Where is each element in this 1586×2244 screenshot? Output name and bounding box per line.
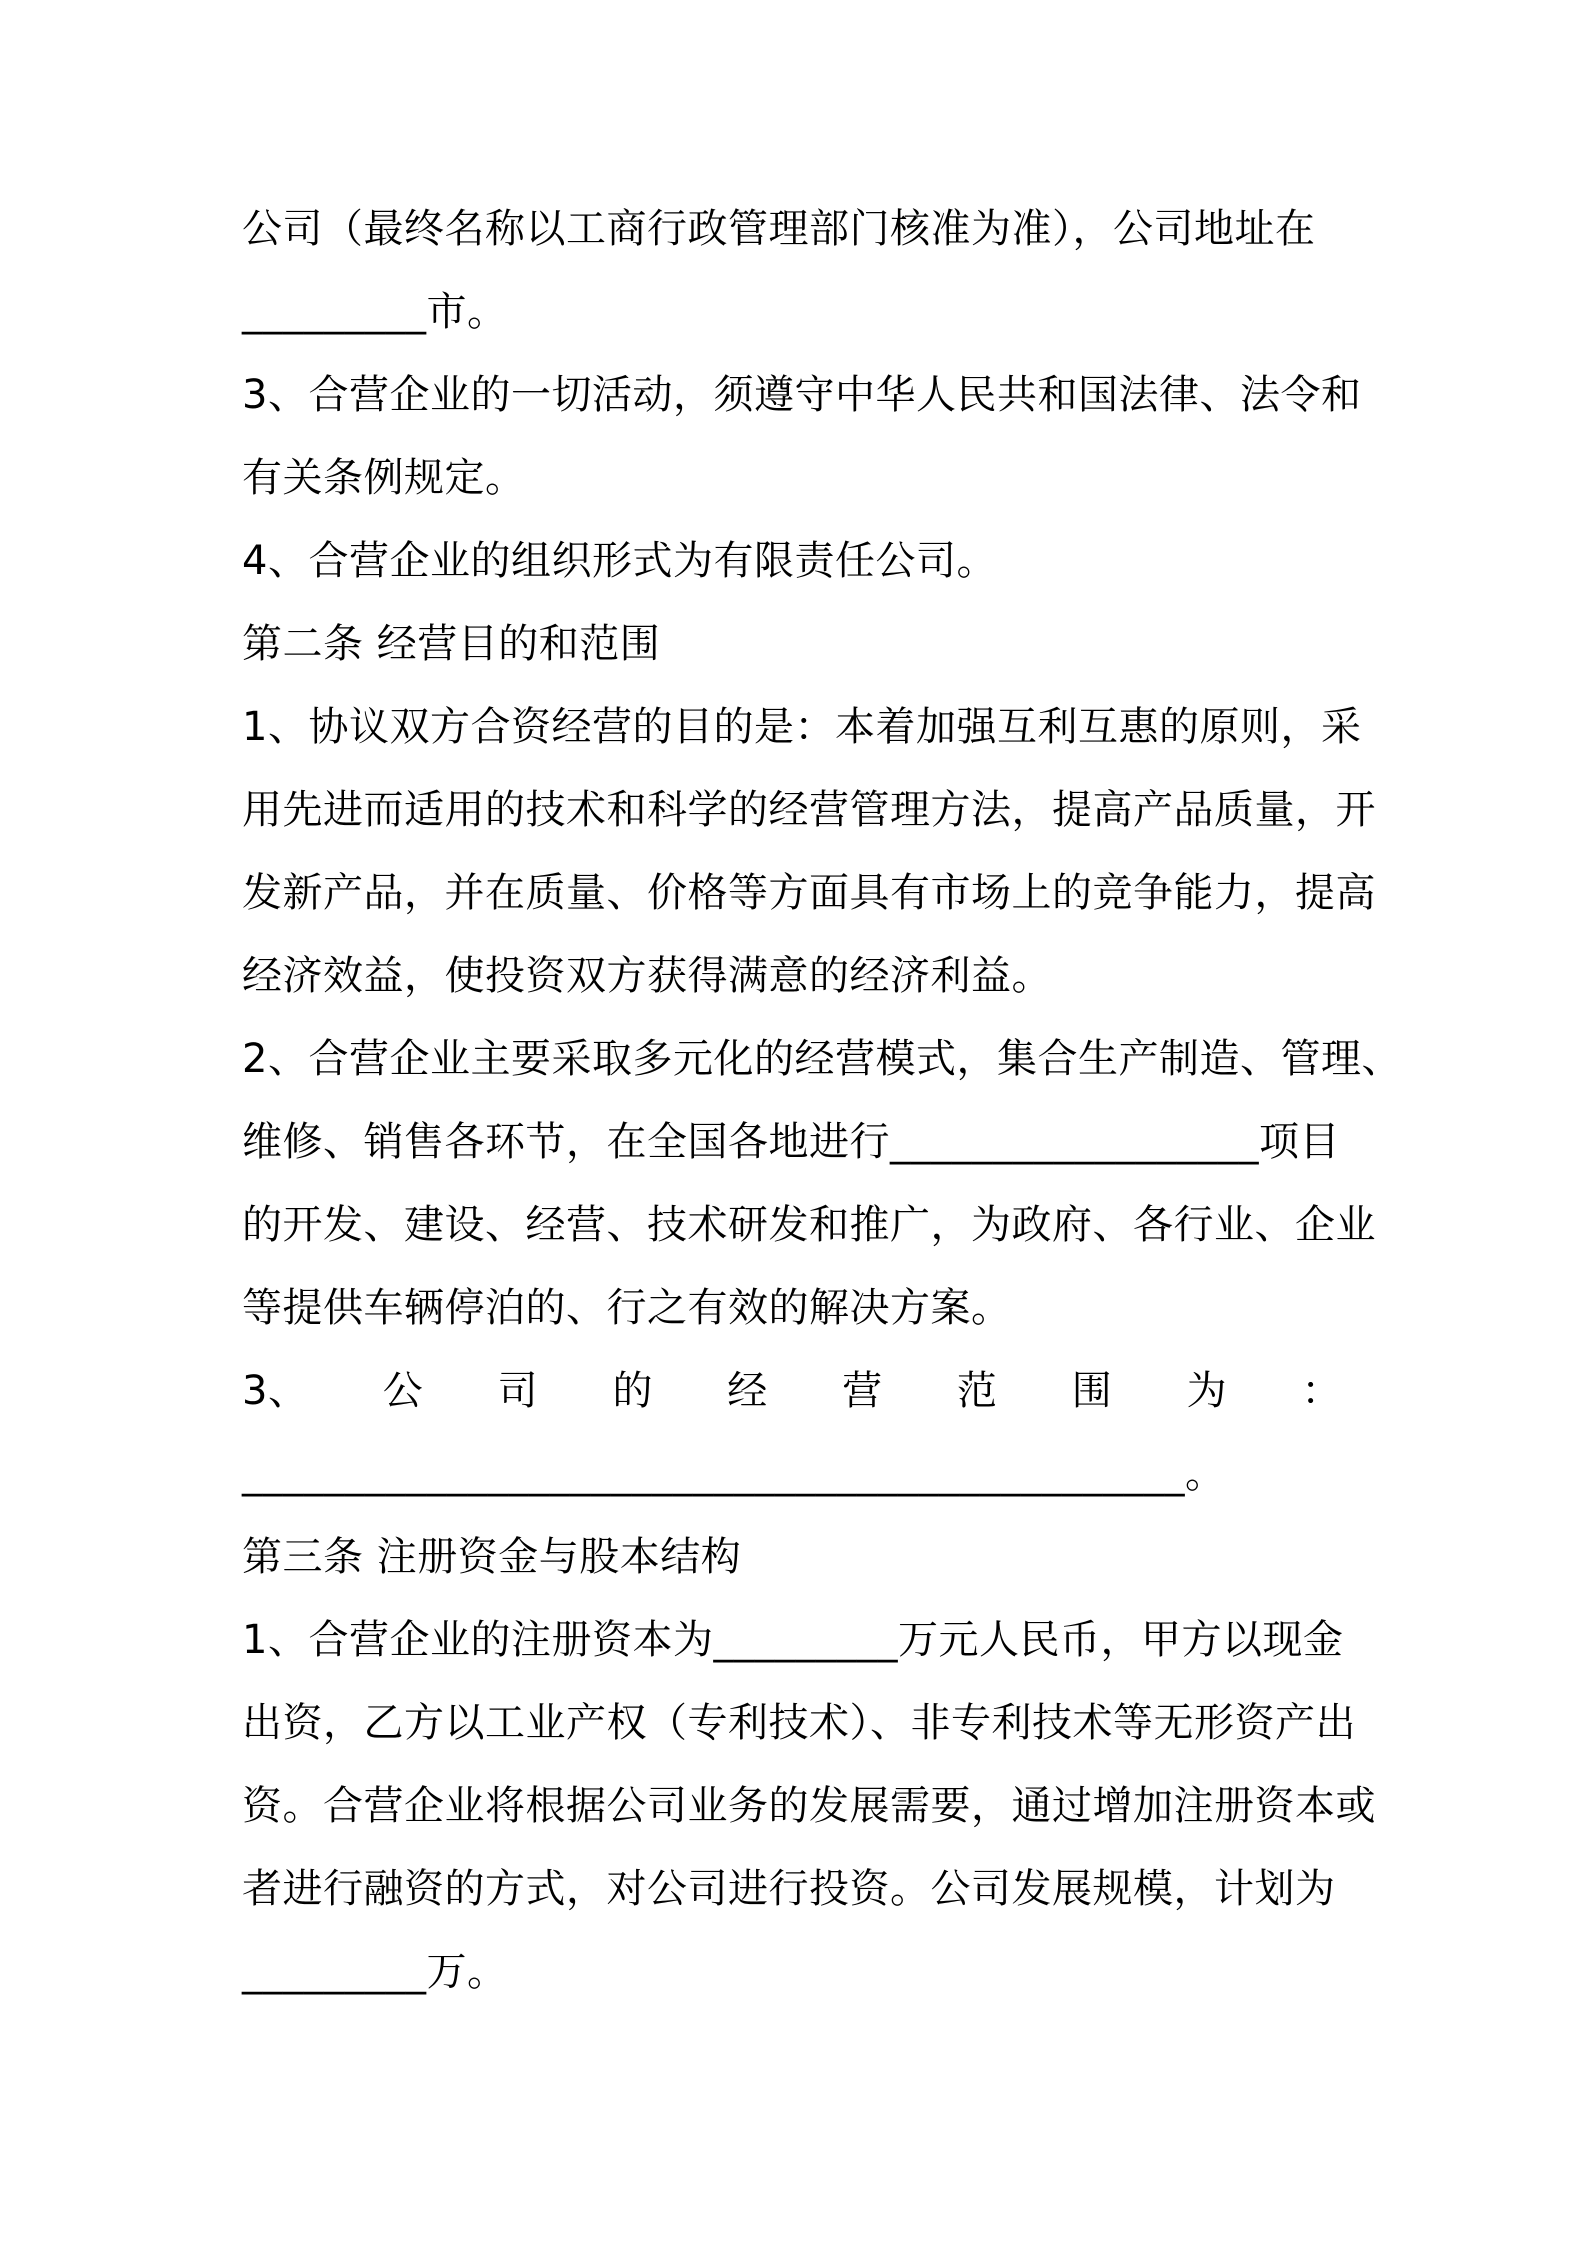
scope-char: 公 [382,1368,424,1414]
text-line: 出资，乙方以工业产权（专利技术）、非专利技术等无形资产出 [242,1700,1356,1746]
scope-char: ： [1301,1368,1342,1414]
scope-char: 范 [956,1368,998,1414]
section-heading: 第二条 经营目的和范围 [242,621,661,667]
section-heading: 第三条 注册资金与股本结构 [242,1534,742,1580]
scope-line [242,1350,1342,1433]
text-line: 等提供车辆停泊的、行之有效的解决方案。 [242,1285,1012,1331]
scope-char: 3、 [242,1368,309,1414]
scope-char: 的 [612,1368,653,1414]
text-line: 资。合营企业将根据公司业务的发展需要，通过增加注册资本或 [242,1783,1376,1829]
text-line: 用先进而适用的技术和科学的经营管理方法，提高产品质量，开 [242,787,1376,833]
text-line: 者进行融资的方式，对公司进行投资。公司发展规模，计划为 [242,1866,1336,1912]
text-line: 1、合营企业的注册资本为_________万元人民币，甲方以现金 [242,1617,1344,1663]
scope-char: 为 [1186,1368,1228,1414]
text-line: 发新产品，并在质量、价格等方面具有市场上的竞争能力，提高 [242,870,1376,916]
text-line: 公司（最终名称以工商行政管理部门核准为准），公司地址在 [242,206,1316,252]
text-line: ______________________________________________。 [242,1451,1226,1497]
text-line: 有关条例规定。 [242,455,526,501]
document-body [242,188,1402,2014]
text-line: 经济效益，使投资双方获得满意的经济利益。 [242,953,1052,999]
text-line: 4、合营企业的组织形式为有限责任公司。 [242,538,997,584]
text-line: _________万。 [242,1949,508,1995]
text-line: 1、协议双方合资经营的目的是：本着加强互利互惠的原则，采 [242,704,1362,750]
text-line: 2、合营企业主要采取多元化的经营模式，集合生产制造、管理、 [242,1036,1402,1082]
scope-char: 司 [497,1368,539,1414]
text-line: _________市。 [242,289,508,335]
scope-char: 经 [727,1368,768,1414]
text-line: 的开发、建设、经营、技术研发和推广，为政府、各行业、企业 [242,1202,1376,1248]
text-line: 维修、销售各环节，在全国各地进行__________________项目 [242,1119,1340,1165]
text-line: 3、合营企业的一切活动，须遵守中华人民共和国法律、法令和 [242,372,1362,418]
scope-char: 围 [1071,1368,1113,1414]
scope-char: 营 [842,1368,883,1414]
